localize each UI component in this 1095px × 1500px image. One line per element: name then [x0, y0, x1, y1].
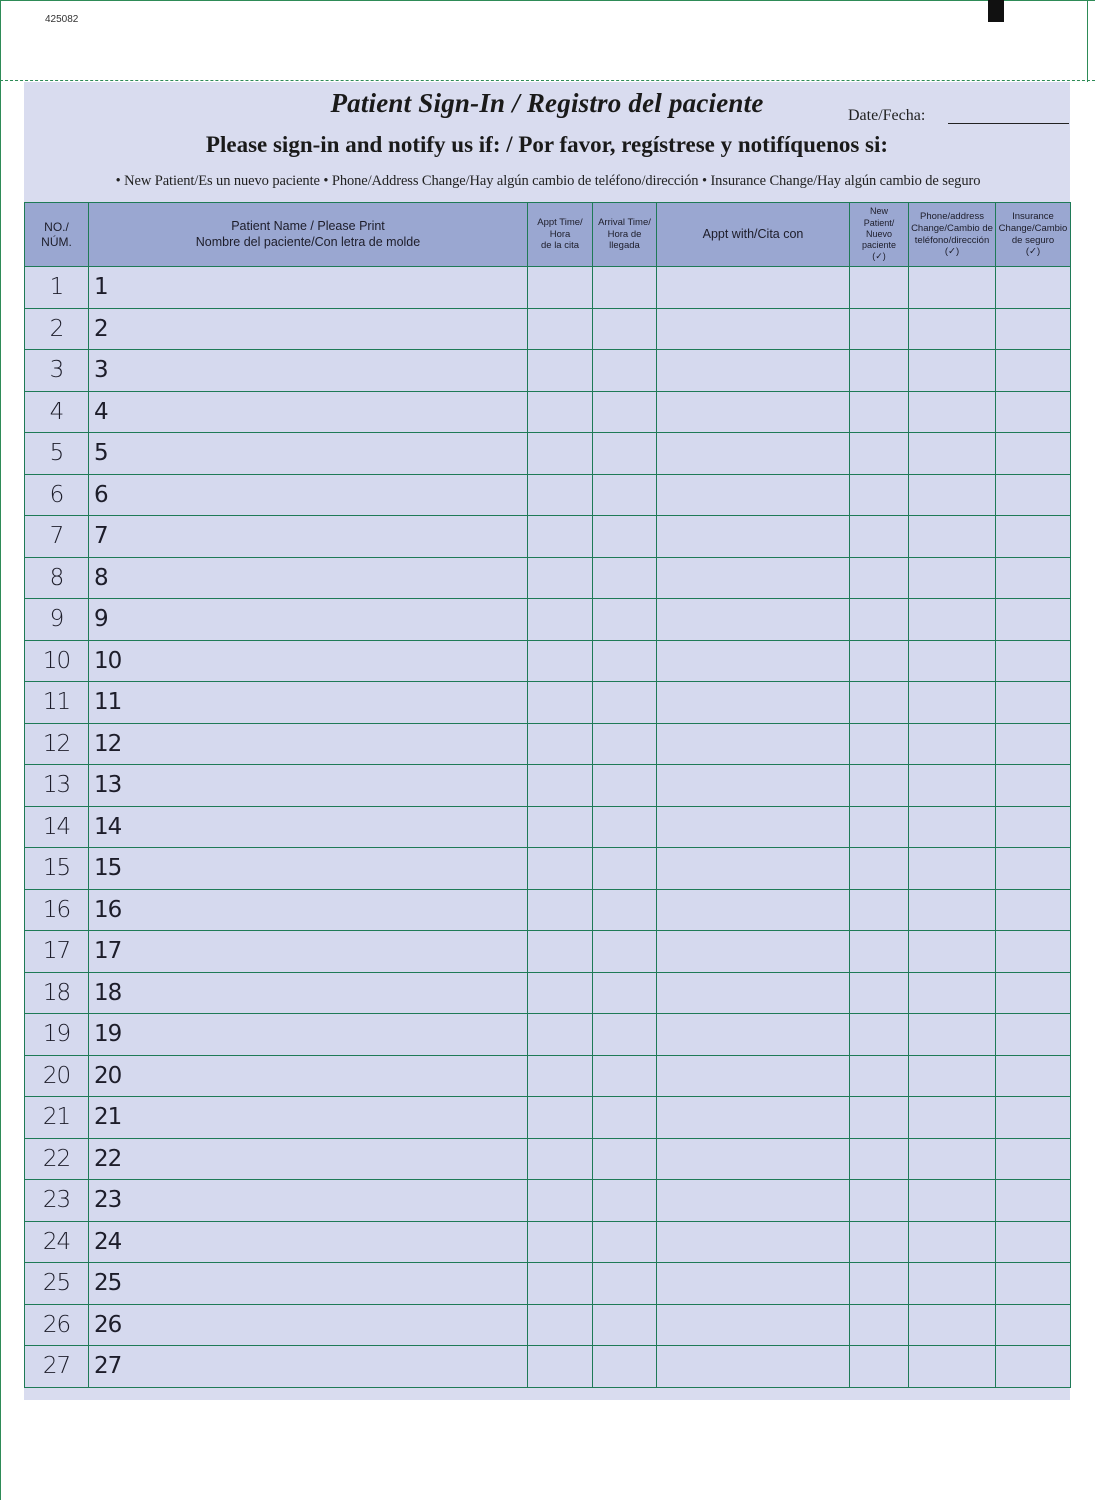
header-line: Patient Name / Please Print	[231, 218, 385, 233]
header-line: Patient/	[863, 217, 895, 228]
trim-line-right	[1087, 0, 1088, 82]
patient-name-cell[interactable]: 24	[89, 1221, 528, 1263]
insurance-change-cell[interactable]	[996, 682, 1071, 724]
appt-with-cell[interactable]	[657, 1304, 850, 1346]
row-number: 9	[25, 599, 89, 641]
header-line: (✓)	[944, 246, 960, 258]
row-number: 7	[25, 516, 89, 558]
appt-time-cell[interactable]	[528, 391, 593, 433]
patient-name-cell[interactable]: 23	[89, 1180, 528, 1222]
patient-name-cell[interactable]: 9	[89, 599, 528, 641]
appt-with-cell[interactable]	[657, 267, 850, 309]
patient-name-cell[interactable]: 12	[89, 723, 528, 765]
new-patient-cell[interactable]	[850, 308, 909, 350]
header-line: Arrival Time/	[598, 216, 651, 228]
new-patient-cell[interactable]	[850, 1180, 909, 1222]
perforation-line	[0, 80, 1095, 81]
row-number: 20	[25, 1055, 89, 1097]
row-number: 2	[25, 308, 89, 350]
row-number: 22	[25, 1138, 89, 1180]
appt-with-cell[interactable]	[657, 889, 850, 931]
patient-name-cell[interactable]: 14	[89, 806, 528, 848]
insurance-change-cell[interactable]	[996, 516, 1071, 558]
table-row	[25, 889, 1071, 931]
patient-name-cell[interactable]: 13	[89, 765, 528, 807]
arrival-time-cell[interactable]	[593, 433, 657, 475]
insurance-change-cell[interactable]	[996, 308, 1071, 350]
row-number: 14	[25, 806, 89, 848]
new-patient-cell[interactable]	[850, 1304, 909, 1346]
arrival-time-cell[interactable]	[593, 1138, 657, 1180]
header-line: NÚM.	[41, 234, 72, 249]
header-line: paciente	[861, 240, 897, 251]
table-row	[25, 806, 1071, 848]
appt-time-cell[interactable]	[528, 308, 593, 350]
new-patient-cell[interactable]	[850, 765, 909, 807]
insurance-change-cell[interactable]	[996, 1055, 1071, 1097]
new-patient-cell[interactable]	[850, 474, 909, 516]
row-number: 18	[25, 972, 89, 1014]
patient-name-cell[interactable]: 27	[89, 1346, 528, 1388]
patient-name-cell[interactable]: 25	[89, 1263, 528, 1305]
header-appt-with	[657, 203, 850, 267]
trim-line-top	[0, 0, 1095, 1]
appt-with-cell[interactable]	[657, 1097, 850, 1139]
insurance-change-cell[interactable]	[996, 848, 1071, 890]
table-row	[25, 1014, 1071, 1056]
arrival-time-cell[interactable]	[593, 1304, 657, 1346]
appt-time-cell[interactable]	[528, 474, 593, 516]
arrival-time-cell[interactable]	[593, 516, 657, 558]
header-number	[25, 203, 89, 267]
form-code: 425082	[45, 14, 79, 25]
patient-name-cell[interactable]: 2	[89, 308, 528, 350]
appt-time-cell[interactable]	[528, 806, 593, 848]
patient-name-cell[interactable]: 1	[89, 267, 528, 309]
appt-time-cell[interactable]	[528, 350, 593, 392]
appt-with-cell[interactable]	[657, 474, 850, 516]
row-number: 10	[25, 640, 89, 682]
new-patient-cell[interactable]	[850, 1055, 909, 1097]
arrival-time-cell[interactable]	[593, 391, 657, 433]
header-line: Hora de	[607, 228, 642, 240]
table-row	[25, 599, 1071, 641]
appt-with-cell[interactable]	[657, 1055, 850, 1097]
header-appt-time	[528, 203, 593, 267]
header-line: teléfono/dirección	[914, 234, 990, 246]
arrival-time-cell[interactable]	[593, 599, 657, 641]
header-line: (✓)	[1025, 246, 1041, 258]
row-number: 13	[25, 765, 89, 807]
header-new-patient	[850, 203, 909, 267]
appt-with-cell[interactable]	[657, 972, 850, 1014]
table-row	[25, 723, 1071, 765]
registration-mark	[988, 0, 1004, 22]
patient-name-cell[interactable]: 18	[89, 972, 528, 1014]
arrival-time-cell[interactable]	[593, 1055, 657, 1097]
patient-name-cell[interactable]: 21	[89, 1097, 528, 1139]
appt-with-cell[interactable]	[657, 806, 850, 848]
row-number: 8	[25, 557, 89, 599]
arrival-time-cell[interactable]	[593, 806, 657, 848]
table-row	[25, 557, 1071, 599]
phone-change-cell[interactable]	[909, 1304, 996, 1346]
insurance-change-cell[interactable]	[996, 1014, 1071, 1056]
new-patient-cell[interactable]	[850, 848, 909, 890]
appt-with-cell[interactable]	[657, 1180, 850, 1222]
table-row	[25, 1097, 1071, 1139]
appt-time-cell[interactable]	[528, 433, 593, 475]
new-patient-cell[interactable]	[850, 640, 909, 682]
phone-change-cell[interactable]	[909, 267, 996, 309]
arrival-time-cell[interactable]	[593, 474, 657, 516]
appt-with-cell[interactable]	[657, 640, 850, 682]
table-row	[25, 640, 1071, 682]
arrival-time-cell[interactable]	[593, 682, 657, 724]
sign-in-table	[24, 202, 1071, 1388]
table-row	[25, 1180, 1071, 1222]
patient-name-cell[interactable]: 4	[89, 391, 528, 433]
header-line: Appt with/Cita con	[702, 226, 804, 241]
phone-change-cell[interactable]	[909, 433, 996, 475]
table-row	[25, 474, 1071, 516]
phone-change-cell[interactable]	[909, 350, 996, 392]
table-header-row	[25, 203, 1071, 267]
appt-with-cell[interactable]	[657, 557, 850, 599]
insurance-change-cell[interactable]	[996, 972, 1071, 1014]
appt-time-cell[interactable]	[528, 1263, 593, 1305]
arrival-time-cell[interactable]	[593, 1097, 657, 1139]
appt-time-cell[interactable]	[528, 640, 593, 682]
arrival-time-cell[interactable]	[593, 765, 657, 807]
table-row	[25, 350, 1071, 392]
table-row	[25, 848, 1071, 890]
row-number: 15	[25, 848, 89, 890]
arrival-time-cell[interactable]	[593, 1180, 657, 1222]
appt-with-cell[interactable]	[657, 1346, 850, 1388]
phone-change-cell[interactable]	[909, 308, 996, 350]
table-row	[25, 682, 1071, 724]
table-row	[25, 1263, 1071, 1305]
new-patient-cell[interactable]	[850, 682, 909, 724]
new-patient-cell[interactable]	[850, 1346, 909, 1388]
new-patient-cell[interactable]	[850, 931, 909, 973]
sign-in-sheet	[24, 82, 1070, 1400]
table-row	[25, 391, 1071, 433]
insurance-change-cell[interactable]	[996, 1263, 1071, 1305]
appt-time-cell[interactable]	[528, 1221, 593, 1263]
arrival-time-cell[interactable]	[593, 1263, 657, 1305]
form-subtitle: Please sign-in and notify us if: / Por favor, regístrese y notifíquenos si:	[205, 132, 889, 157]
insurance-change-cell[interactable]	[996, 350, 1071, 392]
new-patient-cell[interactable]	[850, 557, 909, 599]
table-row	[25, 1304, 1071, 1346]
row-number: 16	[25, 889, 89, 931]
insurance-change-cell[interactable]	[996, 765, 1071, 807]
row-number: 5	[25, 433, 89, 475]
row-number: 19	[25, 1014, 89, 1056]
date-label: Date/Fecha:	[848, 107, 926, 124]
phone-change-cell[interactable]	[909, 972, 996, 1014]
header-line: Appt Time/	[537, 216, 583, 228]
arrival-time-cell[interactable]	[593, 931, 657, 973]
patient-name-cell[interactable]: 15	[89, 848, 528, 890]
new-patient-cell[interactable]	[850, 1097, 909, 1139]
patient-name-cell[interactable]: 17	[89, 931, 528, 973]
phone-change-cell[interactable]	[909, 806, 996, 848]
new-patient-cell[interactable]	[850, 1263, 909, 1305]
row-number: 23	[25, 1180, 89, 1222]
appt-with-cell[interactable]	[657, 599, 850, 641]
appt-with-cell[interactable]	[657, 433, 850, 475]
table-row	[25, 931, 1071, 973]
appt-time-cell[interactable]	[528, 972, 593, 1014]
insurance-change-cell[interactable]	[996, 723, 1071, 765]
arrival-time-cell[interactable]	[593, 640, 657, 682]
table-row	[25, 972, 1071, 1014]
header-line: Change/Cambio de	[911, 222, 993, 234]
table-row	[25, 765, 1071, 807]
insurance-change-cell[interactable]	[996, 1097, 1071, 1139]
row-number: 26	[25, 1304, 89, 1346]
row-number: 27	[25, 1346, 89, 1388]
patient-name-cell[interactable]: 3	[89, 350, 528, 392]
new-patient-cell[interactable]	[850, 889, 909, 931]
notify-conditions: • New Patient/Es un nuevo paciente • Phone/Address Change/Hay algún cambio de teléfono/dirección • Insurance Change/Hay algún cambio de seguro	[115, 173, 981, 189]
row-number: 25	[25, 1263, 89, 1305]
phone-change-cell[interactable]	[909, 723, 996, 765]
appt-with-cell[interactable]	[657, 1014, 850, 1056]
appt-time-cell[interactable]	[528, 1180, 593, 1222]
phone-change-cell[interactable]	[909, 391, 996, 433]
insurance-change-cell[interactable]	[996, 1221, 1071, 1263]
insurance-change-cell[interactable]	[996, 267, 1071, 309]
header-line: llegada	[609, 240, 640, 252]
header-line: Nombre del paciente/Con letra de molde	[195, 234, 421, 249]
appt-with-cell[interactable]	[657, 848, 850, 890]
new-patient-cell[interactable]	[850, 1138, 909, 1180]
table-row	[25, 516, 1071, 558]
row-number: 1	[25, 267, 89, 309]
new-patient-cell[interactable]	[850, 433, 909, 475]
header-line: NO./	[44, 219, 69, 234]
insurance-change-cell[interactable]	[996, 557, 1071, 599]
appt-with-cell[interactable]	[657, 1138, 850, 1180]
header-line: de la cita	[540, 240, 580, 252]
phone-change-cell[interactable]	[909, 1346, 996, 1388]
patient-name-cell[interactable]: 22	[89, 1138, 528, 1180]
header-arrival-time	[593, 203, 657, 267]
header-patient-name	[89, 203, 528, 267]
table-row	[25, 433, 1071, 475]
appt-with-cell[interactable]	[657, 516, 850, 558]
phone-change-cell[interactable]	[909, 1097, 996, 1139]
appt-time-cell[interactable]	[528, 765, 593, 807]
row-number: 6	[25, 474, 89, 516]
appt-with-cell[interactable]	[657, 682, 850, 724]
insurance-change-cell[interactable]	[996, 1304, 1071, 1346]
patient-name-cell[interactable]: 5	[89, 433, 528, 475]
appt-time-cell[interactable]	[528, 1304, 593, 1346]
header-line: de seguro	[1011, 234, 1055, 246]
phone-change-cell[interactable]	[909, 516, 996, 558]
patient-name-cell[interactable]: 11	[89, 682, 528, 724]
appt-with-cell[interactable]	[657, 391, 850, 433]
new-patient-cell[interactable]	[850, 723, 909, 765]
arrival-time-cell[interactable]	[593, 1014, 657, 1056]
header-line: Phone/address	[920, 210, 984, 222]
new-patient-cell[interactable]	[850, 806, 909, 848]
phone-change-cell[interactable]	[909, 1055, 996, 1097]
phone-change-cell[interactable]	[909, 1263, 996, 1305]
appt-time-cell[interactable]	[528, 516, 593, 558]
phone-change-cell[interactable]	[909, 848, 996, 890]
arrival-time-cell[interactable]	[593, 1346, 657, 1388]
new-patient-cell[interactable]	[850, 1014, 909, 1056]
appt-with-cell[interactable]	[657, 308, 850, 350]
phone-change-cell[interactable]	[909, 1014, 996, 1056]
header-line: Hora	[549, 228, 571, 240]
phone-change-cell[interactable]	[909, 557, 996, 599]
appt-time-cell[interactable]	[528, 1014, 593, 1056]
patient-name-cell[interactable]: 20	[89, 1055, 528, 1097]
appt-time-cell[interactable]	[528, 931, 593, 973]
table-row	[25, 1138, 1071, 1180]
new-patient-cell[interactable]	[850, 391, 909, 433]
table-row	[25, 1221, 1071, 1263]
arrival-time-cell[interactable]	[593, 848, 657, 890]
new-patient-cell[interactable]	[850, 350, 909, 392]
arrival-time-cell[interactable]	[593, 350, 657, 392]
arrival-time-cell[interactable]	[593, 1221, 657, 1263]
insurance-change-cell[interactable]	[996, 599, 1071, 641]
new-patient-cell[interactable]	[850, 1221, 909, 1263]
header-line: (✓)	[872, 251, 886, 262]
appt-time-cell[interactable]	[528, 1055, 593, 1097]
appt-with-cell[interactable]	[657, 1263, 850, 1305]
arrival-time-cell[interactable]	[593, 267, 657, 309]
arrival-time-cell[interactable]	[593, 308, 657, 350]
insurance-change-cell[interactable]	[996, 640, 1071, 682]
date-field[interactable]	[948, 123, 1069, 124]
form-title: Patient Sign-In / Registro del paciente	[330, 88, 764, 118]
appt-time-cell[interactable]	[528, 1097, 593, 1139]
phone-change-cell[interactable]	[909, 474, 996, 516]
arrival-time-cell[interactable]	[593, 557, 657, 599]
appt-with-cell[interactable]	[657, 1221, 850, 1263]
header-line: Nuevo	[865, 228, 892, 239]
row-number: 12	[25, 723, 89, 765]
table-row	[25, 308, 1071, 350]
appt-with-cell[interactable]	[657, 931, 850, 973]
header-insurance-change	[996, 203, 1071, 267]
new-patient-cell[interactable]	[850, 972, 909, 1014]
phone-change-cell[interactable]	[909, 1221, 996, 1263]
insurance-change-cell[interactable]	[996, 474, 1071, 516]
appt-time-cell[interactable]	[528, 723, 593, 765]
insurance-change-cell[interactable]	[996, 433, 1071, 475]
appt-time-cell[interactable]	[528, 267, 593, 309]
phone-change-cell[interactable]	[909, 889, 996, 931]
insurance-change-cell[interactable]	[996, 889, 1071, 931]
phone-change-cell[interactable]	[909, 931, 996, 973]
patient-name-cell[interactable]: 8	[89, 557, 528, 599]
patient-name-cell[interactable]: 19	[89, 1014, 528, 1056]
phone-change-cell[interactable]	[909, 765, 996, 807]
appt-time-cell[interactable]	[528, 848, 593, 890]
arrival-time-cell[interactable]	[593, 723, 657, 765]
arrival-time-cell[interactable]	[593, 889, 657, 931]
row-number: 17	[25, 931, 89, 973]
insurance-change-cell[interactable]	[996, 806, 1071, 848]
appt-time-cell[interactable]	[528, 1138, 593, 1180]
header-line: Insurance	[1012, 210, 1054, 222]
row-number: 4	[25, 391, 89, 433]
phone-change-cell[interactable]	[909, 1180, 996, 1222]
row-number: 3	[25, 350, 89, 392]
phone-change-cell[interactable]	[909, 640, 996, 682]
header-line: Change/Cambio	[998, 222, 1068, 234]
appt-with-cell[interactable]	[657, 765, 850, 807]
insurance-change-cell[interactable]	[996, 1346, 1071, 1388]
appt-time-cell[interactable]	[528, 557, 593, 599]
row-number: 11	[25, 682, 89, 724]
phone-change-cell[interactable]	[909, 599, 996, 641]
appt-time-cell[interactable]	[528, 599, 593, 641]
appt-with-cell[interactable]	[657, 723, 850, 765]
patient-name-cell[interactable]: 16	[89, 889, 528, 931]
row-number: 24	[25, 1221, 89, 1263]
table-row	[25, 1055, 1071, 1097]
appt-with-cell[interactable]	[657, 350, 850, 392]
appt-time-cell[interactable]	[528, 682, 593, 724]
appt-time-cell[interactable]	[528, 1346, 593, 1388]
new-patient-cell[interactable]	[850, 599, 909, 641]
row-number: 21	[25, 1097, 89, 1139]
insurance-change-cell[interactable]	[996, 391, 1071, 433]
arrival-time-cell[interactable]	[593, 972, 657, 1014]
patient-name-cell[interactable]: 26	[89, 1304, 528, 1346]
header-phone-change	[909, 203, 996, 267]
patient-name-cell[interactable]: 7	[89, 516, 528, 558]
patient-name-cell[interactable]: 10	[89, 640, 528, 682]
new-patient-cell[interactable]	[850, 267, 909, 309]
patient-name-cell[interactable]: 6	[89, 474, 528, 516]
appt-time-cell[interactable]	[528, 889, 593, 931]
phone-change-cell[interactable]	[909, 1138, 996, 1180]
insurance-change-cell[interactable]	[996, 1180, 1071, 1222]
new-patient-cell[interactable]	[850, 516, 909, 558]
table-row	[25, 267, 1071, 309]
header-line: New	[869, 206, 888, 217]
insurance-change-cell[interactable]	[996, 931, 1071, 973]
insurance-change-cell[interactable]	[996, 1138, 1071, 1180]
trim-line-left	[0, 0, 1, 1500]
phone-change-cell[interactable]	[909, 682, 996, 724]
table-row	[25, 1346, 1071, 1388]
